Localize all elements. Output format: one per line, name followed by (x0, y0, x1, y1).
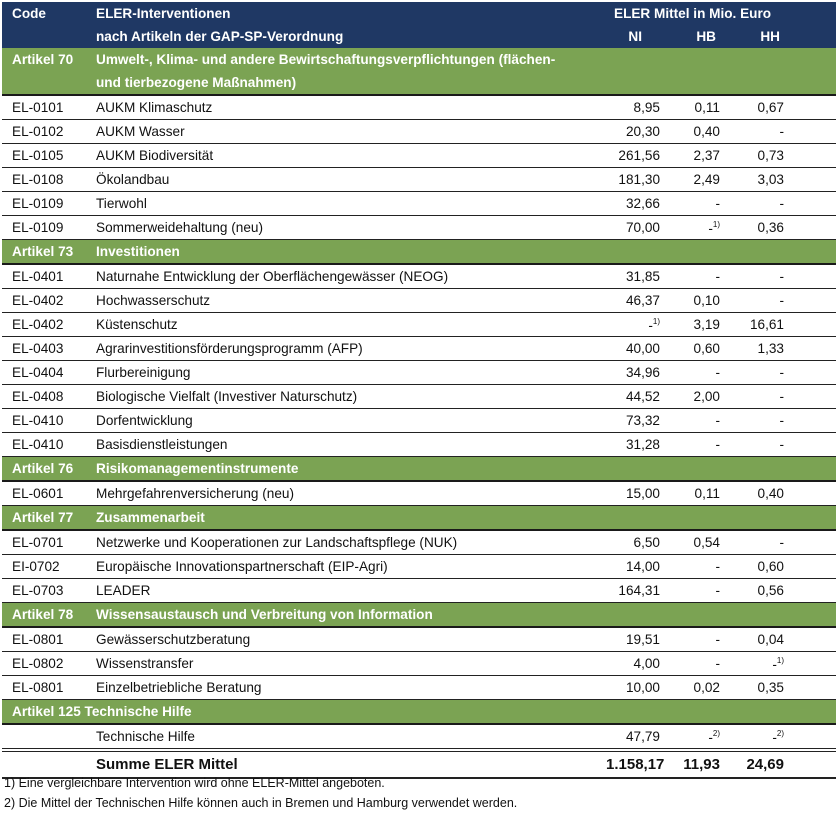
section-title (96, 48, 836, 71)
row-code (2, 676, 96, 700)
row-hb (666, 652, 726, 676)
table-row (2, 361, 836, 385)
row-ni-text: 20,30 (625, 124, 660, 139)
row-ni-text: 15,00 (625, 486, 660, 501)
section-article-text: Artikel 76 (12, 461, 74, 476)
row-name-text: Mehrgefahrenversicherung (neu) (96, 486, 294, 501)
row-ni (606, 313, 666, 337)
section-title (96, 506, 836, 531)
row-hh-text: - (779, 269, 784, 284)
section-header (2, 457, 836, 482)
row-code (2, 433, 96, 457)
header-hh: HH (726, 25, 836, 48)
table-row (2, 168, 836, 192)
row-hh-text: - (779, 437, 784, 452)
row-ni (606, 627, 666, 652)
row-hh-text: - (779, 196, 784, 211)
row-code (2, 216, 96, 240)
table-row (2, 555, 836, 579)
row-hh (726, 555, 836, 579)
row-code (2, 361, 96, 385)
row-code-text: EL-0105 (12, 148, 64, 163)
table-row (2, 120, 836, 144)
section-article (2, 457, 96, 482)
row-ni-text: 10,00 (625, 680, 660, 695)
row-ni (606, 361, 666, 385)
row-code-text: EL-0410 (12, 413, 64, 428)
row-hb (666, 264, 726, 289)
header-hb: HB (666, 25, 726, 48)
row-hh (726, 120, 836, 144)
row-code-text: EL-0404 (12, 365, 64, 380)
row-ni-text: 8,95 (633, 100, 660, 115)
total-hh (726, 750, 836, 778)
row-hh-text: 0,73 (757, 148, 784, 163)
row-code (2, 652, 96, 676)
row-hh-text: - (772, 656, 777, 672)
row-ni (606, 724, 666, 750)
row-ni (606, 676, 666, 700)
row-hb-text: - (708, 729, 713, 745)
row-code-text: EL-0108 (12, 172, 64, 187)
row-hh (726, 724, 836, 750)
row-code (2, 264, 96, 289)
table-row (2, 144, 836, 168)
table-row (2, 481, 836, 506)
table-row (2, 264, 836, 289)
section-article (2, 603, 96, 628)
total-label (96, 750, 606, 778)
section-title (96, 603, 836, 628)
row-code (2, 724, 96, 750)
row-hb-text: 0,60 (693, 341, 720, 356)
row-hb-text: - (715, 437, 720, 452)
row-hb-text: 0,10 (693, 293, 720, 308)
row-hb-text: - (708, 220, 713, 236)
row-code (2, 120, 96, 144)
row-ni-text: 32,66 (625, 196, 660, 211)
row-hh (726, 216, 836, 240)
row-code (2, 95, 96, 120)
table-row (2, 579, 836, 603)
row-hh-text: 0,60 (757, 559, 784, 574)
row-name (96, 192, 606, 216)
total-hb (666, 750, 726, 778)
row-hh-text: 0,56 (757, 583, 784, 598)
row-ni (606, 385, 666, 409)
row-hb-text: 3,19 (693, 317, 720, 332)
row-hh (726, 95, 836, 120)
row-ni (606, 652, 666, 676)
row-hh-text: 0,04 (757, 632, 784, 647)
row-name (96, 313, 606, 337)
row-name (96, 530, 606, 555)
header-title-2: nach Artikeln der GAP-SP-Verordnung (96, 25, 606, 48)
row-name-text: Küstenschutz (96, 317, 178, 332)
row-hb-text: - (715, 413, 720, 428)
row-code-text: EL-0109 (12, 196, 64, 211)
row-code-text: EL-0101 (12, 100, 64, 115)
row-ni (606, 192, 666, 216)
section-article (2, 240, 96, 265)
row-hh-text: 0,40 (757, 486, 784, 501)
row-hb (666, 337, 726, 361)
section-header (2, 700, 836, 725)
row-hb (666, 530, 726, 555)
row-ni (606, 409, 666, 433)
row-hh (726, 481, 836, 506)
row-hb-text: 0,11 (694, 100, 720, 115)
row-hh (726, 385, 836, 409)
row-hb-text: - (715, 632, 720, 647)
row-ni (606, 168, 666, 192)
row-name (96, 385, 606, 409)
row-hh (726, 433, 836, 457)
row-hb (666, 676, 726, 700)
section-title-2 (96, 71, 836, 95)
row-ni (606, 433, 666, 457)
row-hh-text: - (772, 729, 777, 745)
row-ni-text: 31,85 (625, 269, 660, 284)
section-title (96, 240, 836, 265)
row-code (2, 168, 96, 192)
row-name (96, 676, 606, 700)
row-code (2, 192, 96, 216)
row-ni (606, 289, 666, 313)
row-ni-text: 73,32 (625, 413, 660, 428)
row-hb (666, 555, 726, 579)
section-title-text: Umwelt-, Klima- und andere Bewirtschaftungsverpflichtungen (flächen- (96, 52, 556, 67)
row-ni-text: 70,00 (625, 220, 660, 235)
footnote-ref: 2) (776, 728, 784, 738)
funds-table (2, 2, 836, 779)
row-name (96, 579, 606, 603)
row-name (96, 289, 606, 313)
row-hb (666, 627, 726, 652)
row-ni (606, 530, 666, 555)
row-hb-text: 0,40 (693, 124, 720, 139)
row-code-text: EL-0402 (12, 293, 64, 308)
footnote-1: 1) Eine vergleichbare Intervention wird ohne ELER-Mittel angeboten. (4, 776, 385, 790)
section-article (2, 506, 96, 531)
table-row (2, 676, 836, 700)
row-name (96, 264, 606, 289)
row-code-text: EL-0802 (12, 656, 64, 671)
row-ni (606, 120, 666, 144)
section-title (96, 457, 836, 482)
row-hh-text: 0,67 (757, 100, 784, 115)
row-code (2, 579, 96, 603)
row-hh (726, 652, 836, 676)
row-name (96, 95, 606, 120)
table-row (2, 385, 836, 409)
row-ni-text: 47,79 (625, 729, 660, 744)
row-code (2, 313, 96, 337)
row-hb (666, 481, 726, 506)
row-ni-text: 31,28 (625, 437, 660, 452)
row-name-text: Naturnahe Entwicklung der Oberflächengewässer (NEOG) (96, 269, 449, 284)
row-hb-text: 0,11 (694, 486, 720, 501)
row-hb (666, 361, 726, 385)
row-ni-text: 181,30 (618, 172, 660, 187)
row-name (96, 724, 606, 750)
row-ni (606, 264, 666, 289)
row-ni-text: 4,00 (633, 656, 660, 671)
row-code (2, 337, 96, 361)
row-hb (666, 192, 726, 216)
row-code-text: EL-0801 (12, 632, 64, 647)
row-hh (726, 337, 836, 361)
row-name-text: Netzwerke und Kooperationen zur Landschaftspflege (NUK) (96, 535, 458, 550)
section-header (2, 506, 836, 531)
row-hb-text: - (715, 269, 720, 284)
row-name-text: AUKM Biodiversität (96, 148, 214, 163)
row-hh-text: - (779, 535, 784, 550)
row-name (96, 627, 606, 652)
footnote-ref: 1) (776, 655, 784, 665)
total-hb-text: 11,93 (683, 756, 720, 773)
row-name-text: AUKM Wasser (96, 124, 185, 139)
row-hb (666, 724, 726, 750)
row-hh (726, 264, 836, 289)
row-code (2, 627, 96, 652)
section-article-text: Artikel 73 (12, 244, 74, 259)
row-name-text: Einzelbetriebliche Beratung (96, 680, 262, 695)
table-row (2, 409, 836, 433)
total-ni-text: 1.158,17 (606, 756, 665, 773)
row-ni (606, 144, 666, 168)
row-ni (606, 579, 666, 603)
section-title-text: Investitionen (96, 244, 180, 259)
row-hb-text: 2,37 (693, 148, 720, 163)
row-code-text: EL-0401 (12, 269, 64, 284)
table-row (2, 289, 836, 313)
section-title-text: Risikomanagementinstrumente (96, 461, 299, 476)
row-hh-text: 3,03 (757, 172, 784, 187)
row-hb (666, 409, 726, 433)
row-name-text: Europäische Innovationspartnerschaft (EIP-Agri) (96, 559, 388, 574)
row-code-text: EL-0408 (12, 389, 64, 404)
row-hh-text: - (779, 293, 784, 308)
row-code-text: EL-0102 (12, 124, 64, 139)
row-hb (666, 579, 726, 603)
row-hh (726, 168, 836, 192)
table-row (2, 724, 836, 750)
section-article-text: Artikel 77 (12, 510, 74, 525)
row-hb-text: - (715, 559, 720, 574)
row-ni-text: 14,00 (625, 559, 660, 574)
row-code (2, 530, 96, 555)
row-ni-text: 34,96 (625, 365, 660, 380)
total-row (2, 750, 836, 778)
row-code-text: EL-0701 (12, 535, 64, 550)
row-code (2, 385, 96, 409)
row-ni (606, 337, 666, 361)
section-header (2, 48, 836, 71)
row-name (96, 555, 606, 579)
row-name-text: LEADER (96, 583, 151, 598)
table-row (2, 530, 836, 555)
header-code: Code (2, 2, 96, 25)
row-hb-text: - (715, 656, 720, 671)
footnote-ref: 1) (652, 316, 660, 326)
row-hh (726, 313, 836, 337)
row-code (2, 555, 96, 579)
row-name-text: Gewässerschutzberatung (96, 632, 251, 647)
header-row-1 (2, 2, 836, 25)
row-hb (666, 95, 726, 120)
row-name (96, 433, 606, 457)
row-name (96, 120, 606, 144)
row-code-text: EL-0601 (12, 486, 64, 501)
header-title-1: ELER-Interventionen (96, 2, 606, 25)
row-hh (726, 144, 836, 168)
row-hb (666, 289, 726, 313)
row-ni-text: 6,50 (633, 535, 660, 550)
section-title-text: Zusammenarbeit (96, 510, 205, 525)
row-hh-text: 16,61 (749, 317, 784, 332)
row-ni-text: 44,52 (625, 389, 660, 404)
row-ni-text: 19,51 (625, 632, 660, 647)
row-hh-text: - (779, 413, 784, 428)
row-hh-text: - (779, 124, 784, 139)
row-ni-text: 164,31 (618, 583, 660, 598)
row-ni (606, 95, 666, 120)
row-hh-text: - (779, 365, 784, 380)
row-ni-text: 261,56 (618, 148, 660, 163)
row-name-text: Agrarinvestitionsförderungsprogramm (AFP) (96, 341, 363, 356)
section-article-text: Artikel 70 (12, 52, 74, 67)
footnote-ref: 2) (712, 728, 720, 738)
row-hh (726, 409, 836, 433)
section-header (2, 603, 836, 628)
row-hb (666, 216, 726, 240)
row-name-text: Ökolandbau (96, 172, 170, 187)
section-header-cont (2, 71, 836, 95)
row-name (96, 481, 606, 506)
row-hh (726, 579, 836, 603)
row-name (96, 409, 606, 433)
row-name-text: Flurbereinigung (96, 365, 191, 380)
row-hb (666, 385, 726, 409)
section-article (2, 48, 96, 71)
row-hh-text: 1,33 (757, 341, 784, 356)
row-hh (726, 530, 836, 555)
row-code-text: EL-0109 (12, 220, 64, 235)
row-hb-text: 2,49 (693, 172, 720, 187)
row-code (2, 481, 96, 506)
row-ni-text: 46,37 (625, 293, 660, 308)
row-name (96, 168, 606, 192)
table-row (2, 216, 836, 240)
row-hb-text: - (715, 583, 720, 598)
row-name-text: Biologische Vielfalt (Investiver Naturschutz) (96, 389, 358, 404)
total-hh-text: 24,69 (746, 756, 784, 773)
table-row (2, 433, 836, 457)
row-code (2, 409, 96, 433)
table-row (2, 95, 836, 120)
section-article-text: Artikel 125 Technische Hilfe (12, 704, 192, 719)
row-hb-text: 0,02 (693, 680, 720, 695)
row-hb-text: 2,00 (693, 389, 720, 404)
row-name-text: Basisdienstleistungen (96, 437, 228, 452)
row-hh (726, 676, 836, 700)
table-row (2, 337, 836, 361)
row-name (96, 652, 606, 676)
footnote-2: 2) Die Mittel der Technischen Hilfe können auch in Bremen und Hamburg verwendet werden. (4, 796, 518, 810)
row-name-text: Tierwohl (96, 196, 147, 211)
row-hh (726, 289, 836, 313)
table-row (2, 652, 836, 676)
row-ni (606, 481, 666, 506)
section-article (2, 700, 836, 725)
row-name-text: AUKM Klimaschutz (96, 100, 213, 115)
row-hb (666, 168, 726, 192)
row-name (96, 337, 606, 361)
row-hb-text: - (715, 365, 720, 380)
header-ni: NI (606, 25, 666, 48)
section-article-text: Artikel 78 (12, 607, 74, 622)
row-hb-text: 0,54 (693, 535, 720, 550)
row-hb (666, 433, 726, 457)
table-row (2, 627, 836, 652)
row-code-text: EL-0410 (12, 437, 64, 452)
row-name-text: Technische Hilfe (96, 729, 195, 744)
row-name (96, 216, 606, 240)
table-row (2, 192, 836, 216)
row-code-text: EL-0703 (12, 583, 64, 598)
table-row (2, 313, 836, 337)
row-name-text: Dorfentwicklung (96, 413, 193, 428)
row-code (2, 144, 96, 168)
row-name-text: Hochwasserschutz (96, 293, 211, 308)
row-name (96, 144, 606, 168)
row-ni-text: - (648, 317, 653, 333)
total-ni (606, 750, 666, 778)
row-hb (666, 120, 726, 144)
row-hh-text: 0,35 (757, 680, 784, 695)
total-label-text: Summe ELER Mittel (96, 756, 238, 773)
row-ni (606, 216, 666, 240)
section-header (2, 240, 836, 265)
row-name (96, 361, 606, 385)
row-hb (666, 144, 726, 168)
row-hb (666, 313, 726, 337)
section-title-text: Wissensaustausch und Verbreitung von Information (96, 607, 433, 622)
row-hh (726, 361, 836, 385)
row-code-text: EL-0402 (12, 317, 64, 332)
row-code-text: EL-0403 (12, 341, 64, 356)
row-hb-text: - (715, 196, 720, 211)
row-hh (726, 627, 836, 652)
row-name-text: Wissenstransfer (96, 656, 194, 671)
row-ni (606, 555, 666, 579)
row-code-text: EL-0801 (12, 680, 64, 695)
row-hh-text: - (779, 389, 784, 404)
row-ni-text: 40,00 (625, 341, 660, 356)
row-hh-text: 0,36 (757, 220, 784, 235)
row-name-text: Sommerweidehaltung (neu) (96, 220, 263, 235)
row-hh (726, 192, 836, 216)
header-funds: ELER Mittel in Mio. Euro (606, 2, 836, 25)
section-title-2-text: und tierbezogene Maßnahmen) (96, 75, 297, 90)
row-code (2, 289, 96, 313)
header-row-2 (2, 25, 836, 48)
row-code-text: EI-0702 (12, 559, 60, 574)
footnote-ref: 1) (712, 219, 720, 229)
